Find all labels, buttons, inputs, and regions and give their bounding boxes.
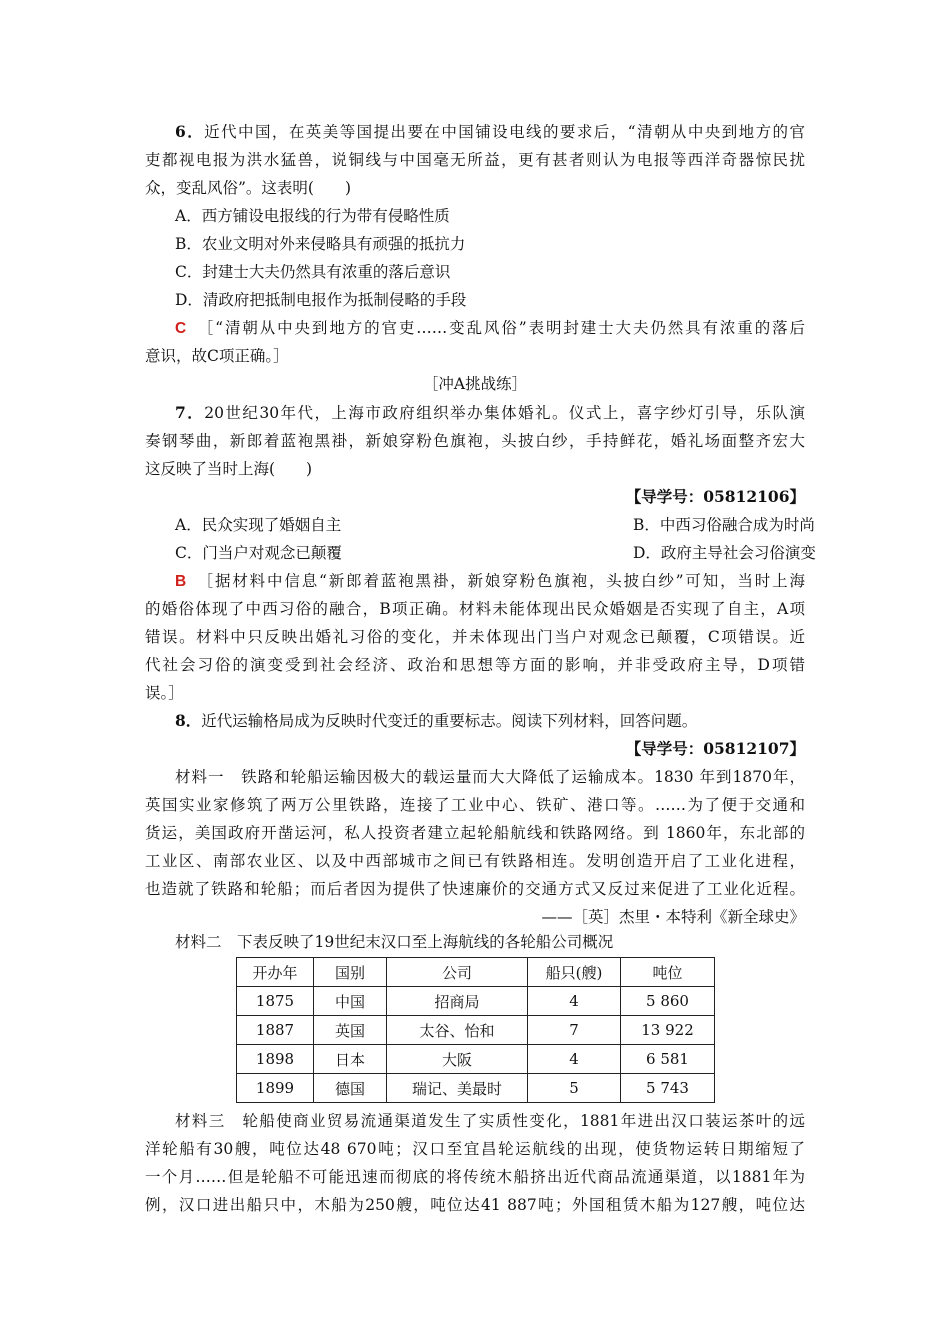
q6-stem-line-3: 众，变乱风俗”。这表明( )	[145, 179, 352, 197]
q6-explain-line-2: 意识，故C项正确。］	[145, 347, 289, 365]
q8-material3-line-4: 例，汉口进出船只中，木船为250艘，吨位达41 887吨；外国租赁木船为127艘，吨位达	[145, 1196, 805, 1214]
table-cell: 4	[528, 1045, 621, 1074]
table-cell: 5 743	[621, 1074, 715, 1103]
q6-option-c: C．封建士大夫仍然具有浓重的落后意识	[175, 263, 451, 281]
q7-stem-line-3: 这反映了当时上海( )	[145, 460, 313, 478]
q7-guide-number: 【导学号：05812106】	[625, 487, 805, 506]
table-header-cell: 国别	[314, 958, 387, 987]
q7-explain-line-1: B ［据材料中信息“新郎着蓝袍黑褂，新娘穿粉色旗袍，头披白纱”可知，当时上海	[175, 572, 805, 590]
table-cell: 太谷、怡和	[387, 1016, 528, 1045]
q7-option-c: C．门当户对观念已颠覆	[175, 544, 342, 562]
table-cell: 日本	[314, 1045, 387, 1074]
table-cell: 英国	[314, 1016, 387, 1045]
table-header-cell: 开办年	[237, 958, 314, 987]
table-row	[237, 987, 715, 1016]
table-cell: 德国	[314, 1074, 387, 1103]
q8-guide-number: 【导学号：05812107】	[625, 739, 805, 758]
q8-source1: ——［英］杰里・本特利《新全球史》	[541, 908, 805, 926]
q8-material3-line-2: 洋轮船有30艘，吨位达48 670吨；汉口至宜昌轮运航线的出现，使货物运转日期缩短了	[145, 1140, 805, 1158]
q8-material1-line-3: 货运，美国政府开凿运河，私人投资者建立起轮船航线和铁路网络。到 1860年，东北部的	[145, 824, 805, 842]
q7-option-d: D．政府主导社会习俗演变	[633, 544, 816, 562]
q8-material1-line-2: 英国实业家修筑了两万公里铁路，连接了工业中心、铁矿、港口等。……为了便于交通和	[145, 796, 805, 814]
q8-material1-line-1: 材料一 铁路和轮船运输因极大的载运量而大大降低了运输成本。1830 年到1870年，	[175, 768, 805, 786]
q6-explain-line-1: C ［“清朝从中央到地方的官吏……变乱风俗”表明封建士大夫仍然具有浓重的落后	[175, 319, 805, 337]
table-cell: 5	[528, 1074, 621, 1103]
table-cell: 1899	[237, 1074, 314, 1103]
q6-option-d: D．清政府把抵制电报作为抵制侵略的手段	[175, 291, 467, 309]
table-row	[237, 1074, 715, 1103]
q6-stem-line-2: 吏都视电报为洪水猛兽，说铜线与中国毫无所益，更有甚者则认为电报等西洋奇器惊民扰	[145, 151, 805, 169]
q7-explain-line-3: 错误。材料中只反映出婚礼习俗的变化，并未体现出门当户对观念已颠覆，C项错误。近	[145, 628, 805, 646]
table-cell: 招商局	[387, 987, 528, 1016]
q7-explain-line-4: 代社会习俗的演变受到社会经济、政治和思想等方面的影响，并非受政府主导，D项错	[145, 656, 805, 674]
q8-material1-line-5: 也造就了铁路和轮船；而后者因为提供了快速廉价的交通方式又反过来促进了工业化近程。	[145, 880, 805, 898]
table-header-cell: 公司	[387, 958, 528, 987]
q8-material2-intro: 材料二 下表反映了19世纪末汉口至上海航线的各轮船公司概况	[175, 933, 614, 951]
table-cell: 1887	[237, 1016, 314, 1045]
q6-option-a: A．西方铺设电报线的行为带有侵略性质	[175, 207, 450, 225]
q7-options-row-1	[175, 515, 815, 535]
q7-explain-line-2: 的婚俗体现了中西习俗的融合，B项正确。材料未能体现出民众婚姻是否实现了自主，A项	[145, 600, 805, 618]
q6-number: 6．	[175, 122, 205, 141]
q7-number: 7．	[175, 403, 205, 422]
table-header-cell: 吨位	[621, 958, 715, 987]
q7-stem-line-1: 7．20世纪30年代，上海市政府组织举办集体婚礼。仪式上，喜字纱灯引导，乐队演	[175, 403, 805, 422]
q7-stem-line-2: 奏钢琴曲，新郎着蓝袍黑褂，新娘穿粉色旗袍，头披白纱，手持鲜花，婚礼场面整齐宏大	[145, 432, 805, 450]
table-header-cell: 船只(艘)	[528, 958, 621, 987]
q6-option-b: B．农业文明对外来侵略具有顽强的抵抗力	[175, 235, 466, 253]
q8-stem: 8．近代运输格局成为反映时代变迁的重要标志。阅读下列材料，回答问题。	[175, 711, 698, 730]
table-cell: 大阪	[387, 1045, 528, 1074]
table-cell: 6 581	[621, 1045, 715, 1074]
table-cell: 1875	[237, 987, 314, 1016]
table-row	[237, 1016, 715, 1045]
table-cell: 1898	[237, 1045, 314, 1074]
q8-material1-line-4: 工业区、南部农业区、以及中西部城市之间已有铁路相连。发明创造开启了工业化进程，	[145, 852, 805, 870]
table-cell: 4	[528, 987, 621, 1016]
q7-answer: B	[175, 573, 187, 590]
table-row	[237, 1045, 715, 1074]
q7-option-a: A．民众实现了婚姻自主	[175, 516, 342, 534]
table-cell: 7	[528, 1016, 621, 1045]
q6-answer: C	[175, 320, 187, 337]
table-cell: 中国	[314, 987, 387, 1016]
q6-stem-line-1: 6．近代中国，在英美等国提出要在中国铺设电线的要求后，“清朝从中央到地方的官	[175, 122, 805, 141]
q8-material3-line-3: 一个月……但是轮船不可能迅速而彻底的将传统木船挤出近代商品流通渠道，以1881年为	[145, 1168, 805, 1186]
table-cell: 瑞记、美最时	[387, 1074, 528, 1103]
q7-explain-line-5: 误。］	[145, 684, 184, 702]
table-header-row	[237, 958, 715, 987]
section-title: ［冲A挑战练］	[422, 375, 528, 393]
table-cell: 13 922	[621, 1016, 715, 1045]
shipping-companies-table	[236, 957, 715, 1103]
q7-option-b: B．中西习俗融合成为时尚	[633, 516, 815, 534]
q8-number: 8．	[175, 711, 202, 730]
table-cell: 5 860	[621, 987, 715, 1016]
q8-material3-line-1: 材料三 轮船使商业贸易流通渠道发生了实质性变化，1881年进出汉口装运茶叶的远	[175, 1112, 805, 1130]
q7-options-row-2	[175, 543, 816, 563]
